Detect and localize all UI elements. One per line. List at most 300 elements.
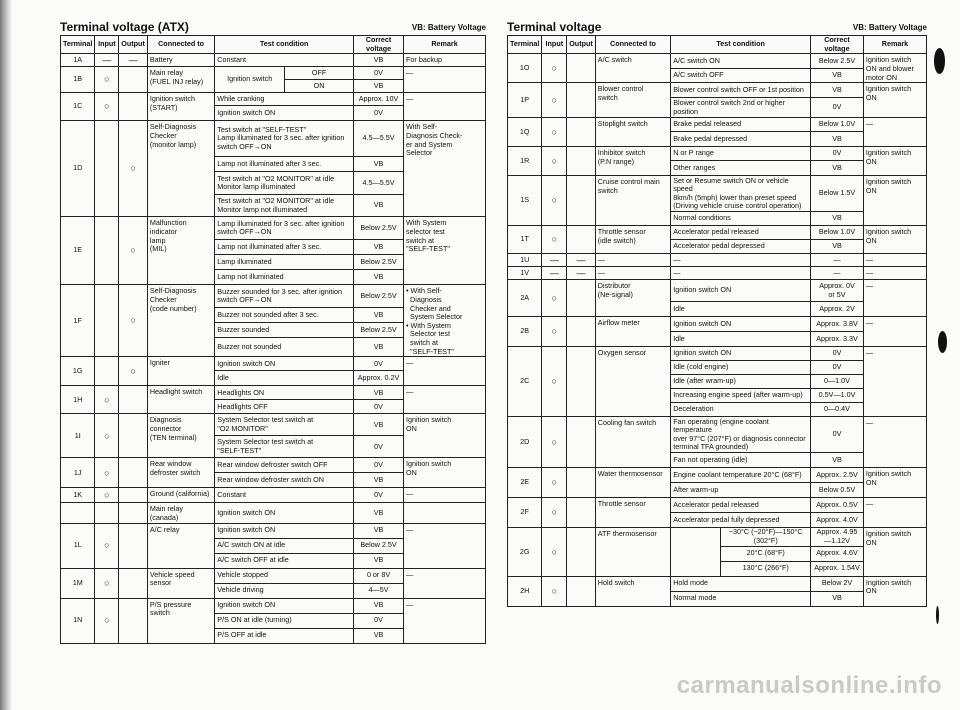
connected-to-label: — — [597, 255, 605, 265]
output-mark — [119, 598, 148, 643]
correct-voltage — [811, 302, 864, 317]
output-mark — [119, 488, 148, 503]
test-condition-text: Ignition switch ON — [217, 600, 276, 610]
remark — [404, 414, 486, 458]
test-condition-text: A/C switch ON — [673, 55, 720, 65]
test-condition-text: Fan operating (engine coolant temperature over 97°C (207°F) or diagnosis connector terminal TFA grounded) — [673, 416, 806, 452]
correct-voltage — [354, 195, 404, 217]
terminal-pin: 2F — [508, 498, 542, 528]
remark — [863, 417, 926, 468]
input-mark: ○ — [95, 568, 119, 598]
output-mark — [567, 528, 596, 576]
correct-voltage — [354, 240, 404, 255]
correct-voltage — [354, 400, 404, 414]
connected-to-label: Hold switch — [597, 577, 635, 587]
test-condition-text: Buzzer sounded for 3 sec. after ignition switch OFF→ON — [217, 286, 342, 305]
table-row — [61, 488, 486, 503]
table-row — [508, 468, 927, 483]
test-condition-text: Headlights OFF — [217, 401, 268, 411]
test-condition-text: Ignition switch ON — [673, 285, 732, 295]
correct-voltage-text: Approx. 3.3V — [816, 333, 858, 343]
correct-voltage-text: 0V — [374, 441, 383, 451]
test-condition-text: P/S ON at idle (turning) — [217, 615, 292, 625]
correct-voltage — [811, 361, 864, 375]
input-mark: ○ — [95, 598, 119, 643]
correct-voltage-text: Below 2.5V — [360, 540, 397, 550]
remark — [863, 280, 926, 317]
correct-voltage — [354, 93, 404, 106]
test-condition-text: Idle (after wram-up) — [673, 376, 736, 386]
connected-to-label: Cruise control main switch — [597, 177, 660, 195]
input-mark: ○ — [542, 118, 567, 147]
correct-voltage-text: Below 2V — [821, 578, 853, 588]
connected-to-label: Ignition switch (START) — [149, 94, 196, 112]
connected-to — [595, 226, 670, 254]
test-condition-text: Lamp not illuminated after 3 sec. — [217, 158, 322, 168]
correct-voltage — [354, 503, 404, 523]
header-cell: Remark — [863, 36, 926, 54]
correct-voltage-text: VB — [832, 241, 842, 251]
table-row — [61, 67, 486, 80]
header-cell: Input — [542, 36, 567, 54]
remark-text: — — [865, 119, 874, 129]
correct-voltage-text: 0—0.4V — [824, 404, 850, 414]
test-condition-text: Vehicle driving — [217, 585, 264, 595]
connected-to-label: Ground (california) — [149, 489, 210, 499]
remark-text: — — [865, 268, 874, 278]
correct-voltage-text: 0 or 8V — [366, 570, 391, 580]
test-condition-group: Ignition switch — [215, 67, 285, 93]
correct-voltage-text: 4—5V — [368, 585, 389, 595]
terminal-pin: 2G — [508, 528, 542, 576]
right-vb-note: VB: Battery Voltage — [852, 23, 927, 32]
header-cell: Connected to — [595, 36, 670, 54]
correct-voltage — [354, 106, 404, 121]
output-mark: — — [119, 54, 148, 67]
correct-voltage — [354, 568, 404, 583]
test-condition — [671, 132, 811, 147]
output-mark — [567, 176, 596, 226]
test-condition — [215, 240, 354, 255]
test-condition — [671, 54, 811, 69]
test-condition — [215, 386, 354, 400]
left-page-title: Terminal voltage (ATX) — [60, 20, 189, 34]
test-condition — [215, 93, 354, 106]
connected-to — [147, 598, 214, 643]
correct-voltage — [354, 523, 404, 538]
connected-to — [147, 67, 214, 93]
input-mark: ○ — [542, 417, 567, 468]
remark-text: — — [406, 569, 414, 579]
correct-voltage — [354, 80, 404, 93]
correct-voltage — [354, 157, 404, 172]
remark-text: With Self- Diagnosis Check- er and System Selector — [406, 122, 463, 158]
remark — [404, 598, 486, 643]
terminal-pin: 1H — [61, 386, 95, 414]
output-mark — [119, 386, 148, 414]
remark-text: — — [406, 94, 414, 104]
correct-voltage — [354, 414, 404, 436]
remark-text: — — [406, 358, 414, 368]
test-condition-text: System Selector test switch at "SELF-TEST" — [217, 437, 314, 455]
correct-voltage-text: 0V — [374, 358, 383, 368]
test-condition-text: Accelerator pedal fully depressed — [673, 514, 780, 524]
test-condition — [671, 118, 811, 132]
test-condition-text: Test switch at "O2 MONITOR" at idle Monitor lamp not illuminated — [217, 196, 335, 214]
test-condition — [671, 498, 811, 513]
correct-voltage — [354, 308, 404, 323]
binder-hole-top — [934, 48, 945, 74]
table-row — [508, 417, 927, 453]
test-condition — [215, 628, 354, 643]
test-condition — [671, 361, 811, 375]
correct-voltage-text: Below 2.5V — [360, 290, 397, 300]
correct-voltage — [811, 254, 864, 267]
remark — [863, 528, 926, 576]
remark-text: Ignition switch ON and blower motor ON — [865, 55, 914, 82]
terminal-pin: 2H — [508, 576, 542, 606]
test-condition-text: Accelerator pedal depressed — [673, 241, 765, 251]
correct-voltage — [811, 498, 864, 513]
remark-text: With System selector test switch at "SELF-TEST" — [406, 218, 450, 254]
output-mark: ○ — [119, 285, 148, 357]
input-mark: ○ — [542, 576, 567, 606]
remark — [863, 267, 926, 280]
test-condition-text: Increasing engine speed (after warm-up) — [673, 390, 803, 400]
correct-voltage-text: Approx. 4.6V — [816, 548, 858, 558]
test-condition-text: Ignition switch ON — [673, 348, 732, 358]
correct-voltage — [811, 468, 864, 483]
terminal-pin: 1D — [61, 121, 95, 217]
correct-voltage-text: Below 1.0V — [818, 227, 856, 237]
test-condition-text: Other ranges — [673, 162, 716, 172]
correct-voltage-text: 0V — [374, 401, 383, 411]
table-row — [508, 254, 927, 267]
test-condition — [671, 417, 811, 453]
terminal-pin: 1N — [61, 598, 95, 643]
correct-voltage — [354, 338, 404, 357]
output-mark — [567, 317, 596, 347]
test-condition-text: Normal conditions — [673, 213, 731, 223]
remark — [863, 317, 926, 347]
correct-voltage — [354, 285, 404, 308]
correct-voltage-text: VB — [832, 213, 842, 223]
correct-voltage — [811, 226, 864, 240]
connected-to-label: Diagnosis connector (TEN terminal) — [149, 415, 197, 442]
table-row — [61, 503, 486, 523]
test-condition-text: Deceleration — [673, 404, 714, 414]
binder-hole-middle — [938, 331, 947, 353]
test-condition-text: System Selector test switch at "O2 MONITOR" — [217, 415, 314, 433]
test-condition-text: Test switch at "SELF-TEST" Lamp illuminated for 3 sec. after ignition switch OFF→ON — [217, 124, 345, 152]
output-mark: — — [567, 267, 596, 280]
remark-text: Ignition switch ON — [865, 148, 912, 166]
terminal-pin: 2C — [508, 347, 542, 417]
correct-voltage — [811, 98, 864, 118]
terminal-pin: 1L — [61, 523, 95, 568]
correct-voltage-text: VB — [832, 593, 842, 603]
test-condition-sub: OFF — [285, 67, 354, 80]
remark — [863, 226, 926, 254]
correct-voltage-text: Approx. 2.5V — [816, 469, 858, 479]
correct-voltage-text: Approx. 4.0V — [816, 514, 858, 524]
test-condition-text: Ignition switch ON — [673, 318, 732, 328]
connected-to-label: Cooling fan switch — [597, 418, 657, 428]
test-condition — [215, 400, 354, 414]
correct-voltage-text: VB — [373, 600, 384, 610]
input-mark: ○ — [542, 498, 567, 528]
terminal-pin: 1F — [61, 285, 95, 357]
connected-to — [147, 414, 214, 458]
test-condition — [671, 453, 811, 468]
test-condition — [671, 147, 811, 161]
test-condition — [215, 285, 354, 308]
input-mark: — — [542, 254, 567, 267]
test-condition-text: Headlights ON — [217, 387, 265, 397]
connected-to-label: Airflow meter — [597, 318, 640, 328]
test-condition-text: Constant — [217, 54, 247, 64]
correct-voltage — [811, 280, 864, 302]
correct-voltage-text: VB — [373, 507, 384, 517]
remark-text: Ignition switch ON — [865, 84, 912, 102]
test-condition — [671, 69, 811, 83]
input-mark: ○ — [95, 93, 119, 121]
output-mark — [119, 503, 148, 523]
correct-voltage-text: Below 2.5V — [818, 55, 856, 65]
correct-voltage-text: 0.5V—1.0V — [818, 390, 856, 400]
header-cell: Remark — [404, 36, 486, 54]
test-condition-text: Hold mode — [673, 578, 708, 588]
table-row — [61, 414, 486, 436]
connected-to-label: Vehicle speed sensor — [149, 569, 195, 588]
remark-text: — — [865, 499, 874, 509]
test-condition — [215, 553, 354, 568]
remark-text: — — [865, 348, 874, 358]
correct-voltage-text: 0V — [374, 460, 383, 470]
correct-voltage — [354, 613, 404, 628]
correct-voltage-text: Below 2.5V — [360, 325, 397, 335]
correct-voltage-text: VB — [373, 310, 384, 319]
terminal-pin: 1U — [508, 254, 542, 267]
correct-voltage — [354, 323, 404, 338]
table-row — [508, 54, 927, 69]
correct-voltage — [354, 172, 404, 195]
test-condition-text: Buzzer sounded — [217, 325, 270, 335]
correct-voltage-text: Below 0.5V — [818, 484, 856, 494]
remark-text: — — [406, 387, 414, 397]
test-condition — [215, 473, 354, 488]
remark — [863, 576, 926, 606]
connected-to-label: Blower control switch — [597, 84, 644, 102]
input-mark: ○ — [542, 317, 567, 347]
header-cell: Connected to — [147, 36, 214, 54]
correct-voltage-text: 0V — [374, 490, 383, 500]
correct-voltage-text: Below 1.5V — [818, 188, 856, 198]
test-condition — [671, 280, 811, 302]
test-condition-text: — — [673, 254, 681, 264]
correct-voltage-text: VB — [373, 241, 384, 251]
test-condition-text: Ignition switch ON — [217, 525, 276, 535]
table-row — [61, 54, 486, 67]
terminal-pin: 1G — [61, 357, 95, 386]
output-mark: — — [567, 254, 596, 267]
test-condition-text: Constant — [217, 490, 247, 500]
book-binding-edge — [0, 0, 12, 710]
correct-voltage-text: Below 2.5V — [360, 256, 397, 266]
test-condition — [671, 317, 811, 332]
connected-to-label: Malfunction indicator lamp (MIL) — [149, 218, 187, 254]
test-condition — [215, 414, 354, 436]
test-condition — [671, 576, 811, 591]
correct-voltage-text: VB — [832, 133, 842, 143]
right-page-title: Terminal voltage — [507, 20, 602, 34]
test-condition-text: Rear window defroster switch ON — [217, 475, 324, 485]
correct-voltage — [811, 576, 864, 591]
correct-voltage — [811, 69, 864, 83]
correct-voltage — [811, 389, 864, 403]
correct-voltage-text: VB — [373, 200, 384, 210]
correct-voltage — [811, 161, 864, 176]
table-row — [61, 458, 486, 473]
table-row — [61, 523, 486, 538]
connected-to — [595, 118, 670, 147]
table-row — [508, 267, 927, 280]
correct-voltage — [354, 54, 404, 67]
connected-to — [595, 528, 670, 576]
correct-voltage — [354, 628, 404, 643]
test-condition — [671, 176, 811, 212]
connected-to-label: — — [597, 268, 605, 278]
watermark: carmanualsonline.info — [676, 672, 942, 699]
remark-text: Ignition switch ON — [865, 469, 912, 487]
correct-voltage — [354, 270, 404, 285]
test-condition-text: Vehicle stopped — [217, 570, 269, 580]
connected-to — [595, 317, 670, 347]
correct-voltage — [811, 147, 864, 161]
test-condition-text: After warm-up — [673, 484, 719, 494]
output-mark — [119, 93, 148, 121]
terminal-pin: 1I — [61, 414, 95, 458]
terminal-pin: 2B — [508, 317, 542, 347]
connected-to — [595, 280, 670, 317]
table-row — [508, 576, 927, 591]
correct-voltage-text: — — [833, 267, 841, 277]
connected-to — [595, 83, 670, 118]
correct-voltage — [811, 483, 864, 498]
input-mark: ○ — [95, 523, 119, 568]
correct-voltage-text: — — [833, 254, 841, 264]
input-mark — [95, 217, 119, 285]
test-condition — [671, 591, 811, 606]
correct-voltage — [811, 240, 864, 254]
test-condition — [671, 240, 811, 254]
terminal-pin: 1P — [508, 83, 542, 118]
test-condition — [215, 503, 354, 523]
terminal-pin: 1J — [61, 458, 95, 488]
test-condition — [671, 483, 811, 498]
table-row — [61, 217, 486, 240]
test-condition-sub: −30°C (−20°F)—150°C (302°F) — [721, 528, 811, 546]
test-condition-text: P/S OFF at idle — [217, 630, 267, 640]
test-condition-text: While cranking — [217, 93, 265, 103]
connected-to — [147, 523, 214, 568]
correct-voltage — [811, 546, 864, 561]
remark-text: Ignition switch ON — [865, 177, 912, 195]
remark — [863, 83, 926, 118]
connected-to — [147, 357, 214, 386]
correct-voltage-text: 4.5—5.5V — [362, 133, 395, 143]
correct-voltage-text: 0V — [374, 67, 383, 77]
connected-to-label: Water thermosensor — [597, 469, 663, 479]
output-mark — [567, 147, 596, 176]
terminal-pin — [61, 503, 95, 523]
input-mark: ○ — [95, 458, 119, 488]
header-row — [508, 36, 927, 54]
test-condition-text: Fan not operating (idle) — [673, 454, 748, 464]
correct-voltage-text: Approx. 1.54V — [814, 563, 860, 573]
table-row — [61, 93, 486, 106]
remark-text: • With Self- Diagnosis Checker and System Selector • With System Selector test switch at "SELF-TEST" — [406, 286, 463, 356]
correct-voltage — [354, 458, 404, 473]
correct-voltage — [811, 267, 864, 280]
correct-voltage-text: VB — [373, 342, 384, 352]
test-condition — [671, 468, 811, 483]
correct-voltage-text: 4.5—5.5V — [362, 177, 395, 187]
header-cell: Terminal — [508, 36, 542, 54]
correct-voltage — [811, 513, 864, 528]
test-condition-text: Lamp not illuminated — [217, 271, 284, 281]
test-condition-text: — — [673, 267, 681, 277]
test-condition — [215, 568, 354, 583]
test-condition-text: Engine coolant temperature 20°C (68°F) — [673, 469, 802, 479]
correct-voltage-text: VB — [373, 555, 384, 565]
terminal-pin: 1T — [508, 226, 542, 254]
correct-voltage — [354, 538, 404, 553]
test-condition-text: Idle (cold engine) — [673, 362, 729, 372]
remark-text: — — [406, 68, 414, 78]
output-mark: ○ — [119, 121, 148, 217]
connected-to-label: Main relay (FUEL INJ relay) — [149, 68, 204, 86]
output-mark — [567, 280, 596, 317]
table-row — [508, 347, 927, 361]
remark — [404, 93, 486, 121]
test-condition-text: Lamp illuminated — [217, 256, 272, 266]
test-condition — [215, 106, 354, 121]
connected-to-label: Oxygen sensor — [597, 348, 647, 358]
test-condition — [671, 332, 811, 347]
test-condition-text: Blower control switch OFF or 1st position — [673, 84, 804, 94]
connected-to — [147, 285, 214, 357]
table-row — [508, 498, 927, 513]
test-condition — [215, 583, 354, 598]
test-condition — [215, 195, 354, 217]
table-row — [61, 285, 486, 308]
correct-voltage — [811, 132, 864, 147]
terminal-pin: 1R — [508, 147, 542, 176]
output-mark — [119, 414, 148, 458]
table-row — [508, 317, 927, 332]
correct-voltage — [354, 357, 404, 371]
correct-voltage-text: Below 2.5V — [360, 222, 397, 232]
correct-voltage-text: VB — [373, 271, 384, 281]
remark — [863, 147, 926, 176]
remark-text: — — [865, 255, 874, 265]
correct-voltage — [811, 403, 864, 417]
correct-voltage-text: 0V — [832, 102, 842, 112]
header-cell: Terminal — [61, 36, 95, 54]
remark-text: — — [865, 418, 874, 428]
table-row — [61, 568, 486, 583]
